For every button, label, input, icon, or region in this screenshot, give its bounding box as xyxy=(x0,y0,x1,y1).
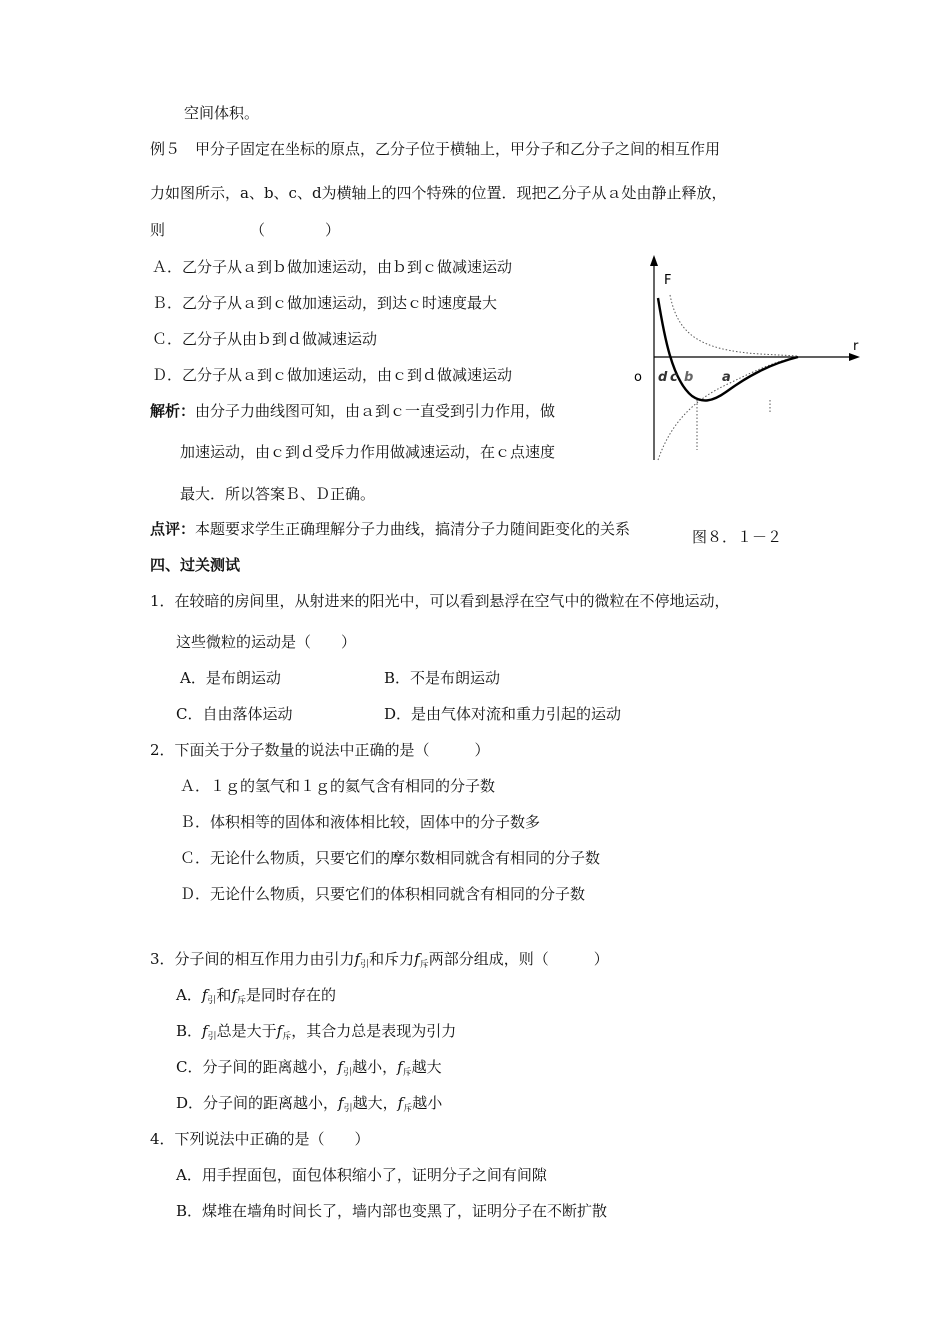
x-axis-arrow xyxy=(849,353,860,361)
example-option-b: Ｂ．乙分子从ａ到ｃ做加速运动，到达ｃ时速度最大 xyxy=(152,294,498,312)
q4-stem: 4．下列说法中正确的是（ ） xyxy=(150,1130,370,1148)
continued-text: 空间体积。 xyxy=(184,104,260,122)
origin-label: o xyxy=(634,370,642,385)
point-b-label: b xyxy=(684,370,694,385)
analysis-line-1 xyxy=(150,401,555,421)
q2-option-c: Ｃ．无论什么物质，只要它们的摩尔数相同就含有相同的分子数 xyxy=(180,849,601,867)
section-title: 四、过关测试 xyxy=(150,556,241,574)
resultant-force-curve xyxy=(658,298,798,401)
q3-option-d: D．分子间的距离越小，$f_引$越大，$f_斥$越小 xyxy=(176,1094,443,1114)
example-option-d: Ｄ．乙分子从ａ到ｃ做加速运动，由ｃ到ｄ做减速运动 xyxy=(152,366,513,384)
q3-option-a: A．$f_引$和$f_斥$是同时存在的 xyxy=(176,986,337,1006)
q2-stem: 2．下面关于分子数量的说法中正确的是（ ） xyxy=(150,741,490,759)
comment-line xyxy=(150,519,688,539)
analysis-line-3: 最大．所以答案Ｂ、Ｄ正确。 xyxy=(180,485,376,503)
point-a-label: a xyxy=(722,370,731,385)
force-curve-figure xyxy=(630,250,870,465)
q3-option-b: B．$f_引$总是大于$f_斥$，其合力总是表现为引力 xyxy=(176,1022,457,1042)
figure-caption: 图８．１－２ xyxy=(692,528,783,546)
q1-option-c: C．自由落体运动 xyxy=(176,705,293,723)
example-option-c: Ｃ．乙分子从由ｂ到ｄ做减速运动 xyxy=(152,330,378,348)
comment-text: 本题要求学生正确理解分子力曲线，搞清分子力随间距变化的关系 xyxy=(195,520,631,538)
q1-stem-2: 这些微粒的运动是（ ） xyxy=(176,633,357,651)
q4-option-a: A．用手捏面包，面包体积缩小了，证明分子之间有间隙 xyxy=(176,1166,547,1184)
q3-option-c: C．分子间的距离越小，$f_引$越小，$f_斥$越大 xyxy=(176,1058,442,1078)
analysis-text-1: 由分子力曲线图可知，由ａ到ｃ一直受到引力作用，做 xyxy=(195,402,556,420)
distance-label: r xyxy=(853,339,859,354)
q2-option-a: Ａ．１ｇ的氢气和１ｇ的氦气含有相同的分子数 xyxy=(180,777,496,795)
y-axis-arrow xyxy=(650,255,658,266)
example-line-3-lead: 则 xyxy=(150,221,166,239)
q1-stem-1: 1．在较暗的房间里，从射进来的阳光中，可以看到悬浮在空气中的微粒在不停地运动， xyxy=(150,592,730,610)
q2-option-d: Ｄ．无论什么物质，只要它们的体积相同就含有相同的分子数 xyxy=(180,885,586,903)
q1-option-d: D．是由气体对流和重力引起的运动 xyxy=(384,705,622,723)
example-option-a: Ａ．乙分子从ａ到ｂ做加速运动，由ｂ到ｃ做减速运动 xyxy=(152,258,513,276)
q2-option-b: Ｂ．体积相等的固体和液体相比较，固体中的分子数多 xyxy=(180,813,541,831)
repulsion-curve xyxy=(670,295,798,356)
analysis-label: 解析： xyxy=(150,402,196,420)
q1-option-a: A．是布朗运动 xyxy=(180,669,281,687)
example-line-2: 力如图所示，a、b、c、d为横轴上的四个特殊的位置．现把乙分子从ａ处由静止释放， xyxy=(150,184,727,202)
force-label: F xyxy=(664,273,672,288)
q3-stem: 3．分子间的相互作用力由引力$f_引$和斥力$f_斥$两部分组成，则（ ） xyxy=(150,950,609,970)
q4-option-b: B．煤堆在墙角时间长了，墙内部也变黑了，证明分子在不断扩散 xyxy=(176,1202,608,1220)
analysis-line-2: 加速运动，由ｃ到ｄ受斥力作用做减速运动，在ｃ点速度 xyxy=(180,443,556,461)
point-d-label: d xyxy=(658,370,668,385)
comment-label: 点评： xyxy=(150,520,196,538)
q1-option-b: B．不是布朗运动 xyxy=(384,669,501,687)
answer-bracket: （ ） xyxy=(250,221,341,239)
example-line-1: 例５ 甲分子固定在坐标的原点，乙分子位于横轴上，甲分子和乙分子之间的相互作用 xyxy=(150,140,721,158)
point-c-label: c xyxy=(670,370,678,385)
